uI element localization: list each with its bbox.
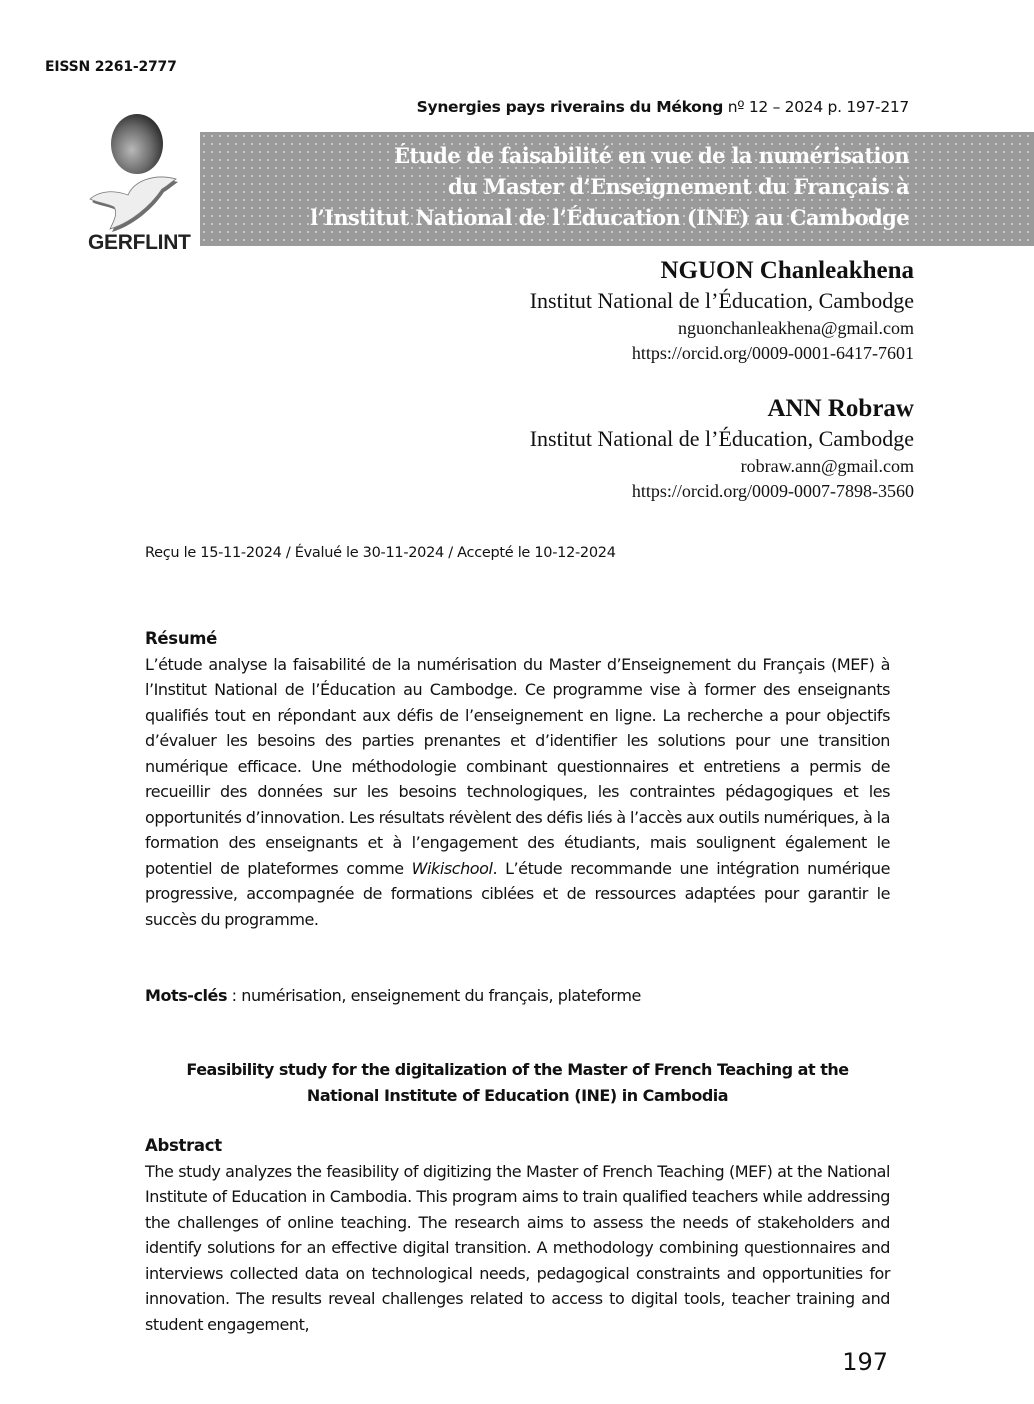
abstract-text: The study analyzes the feasibility of digitizing the Master of French Teaching (MEF) at the National Institute of Education in Cambodia. This program aims to train qualified teachers while addressing the challenges of online teaching. The research aims to assess the needs of stakeholders and identify solutions for an effective digital transition. A methodology combining questionnaires and interviews collected data on technological needs, pedagogical constraints and opportunities for innovation. The results reveal challenges related to access to digital tools, teacher training and student engagement, (145, 1161, 890, 1334)
resume-italic-term: Wikischool (411, 858, 493, 878)
author-orcid[interactable]: https://orcid.org/0009-0001-6417-7601 (631, 343, 914, 363)
author-orcid[interactable]: https://orcid.org/0009-0007-7898-3560 (631, 481, 914, 501)
title-line: Étude de faisabilité en vue de la numérisation (394, 143, 909, 168)
english-title-line: Feasibility study for the digitalization of the Master of French Teaching at the (186, 1060, 849, 1079)
title-line: l’Institut National de l’Éducation (INE) au Cambodge (310, 205, 909, 230)
author-institution: Institut National de l’Éducation, Cambodge (529, 426, 914, 451)
author-institution: Institut National de l’Éducation, Cambodge (529, 288, 914, 313)
abstract-heading: Abstract (145, 1136, 222, 1155)
page-number: 197 (842, 1348, 888, 1376)
resume-text-part: L’étude analyse la faisabilité de la numérisation du Master d’Enseignement du Français (MEF) à l’Institut National de l’Éducation au Cambodge. Ce programme vise à former des enseignants qualifiés tout en répondant aux défis de l’enseignement en ligne. La recherche a pour objectifs d’évaluer les besoins des parties prenantes et d’identifier les solutions pour une transition numérique efficace. Une méthodologie combinant questionnaires et entretiens a permis de recueillir des données sur les besoins technologiques, les contraintes pédagogiques et les opportunités d’innovation. Les résultats révèlent des défis liés à l’accès aux outils numériques, à la formation des enseignants et à l’engagement des étudiants, mais soulignent également le potentiel de plateformes comme (145, 654, 890, 878)
abstract-section (145, 1133, 890, 1337)
author-name: ANN Robraw (767, 395, 914, 422)
submission-dates: Reçu le 15-11-2024 / Évalué le 30-11-2024 / Accepté le 10-12-2024 (145, 545, 616, 561)
english-title-line: National Institute of Education (INE) in Cambodia (306, 1086, 729, 1105)
author-block (530, 394, 914, 504)
author-block (530, 256, 914, 366)
author-name: NGUON Chanleakhena (660, 257, 914, 284)
keywords-label: Mots-clés (145, 986, 228, 1005)
article-title (310, 140, 909, 233)
resume-text (145, 652, 890, 933)
keywords (145, 986, 641, 1005)
resume-heading: Résumé (145, 629, 218, 648)
keywords-values: numérisation, enseignement du français, plateforme (241, 986, 641, 1005)
journal-name: Synergies pays riverains du Mékong (416, 98, 724, 116)
eissn: EISSN 2261-2777 (45, 59, 177, 75)
title-line: du Master d’Enseignement du Français à (447, 174, 909, 199)
title-banner (200, 132, 1034, 246)
author-email[interactable]: nguonchanleakhena@gmail.com (678, 318, 914, 338)
resume-section (145, 626, 890, 932)
author-email[interactable]: robraw.ann@gmail.com (740, 456, 914, 476)
journal-reference (417, 98, 909, 116)
english-title (145, 1057, 890, 1109)
journal-issue: nº 12 – 2024 p. 197-217 (727, 98, 909, 116)
keywords-separator: : (227, 986, 242, 1005)
logo-text: GERFLINT (88, 231, 191, 254)
resume-text-part: . L’étude recommande une intégration numérique progressive, accompagnée de formations ciblées et de ressources adaptées pour garantir le succès du programme. (145, 858, 890, 929)
